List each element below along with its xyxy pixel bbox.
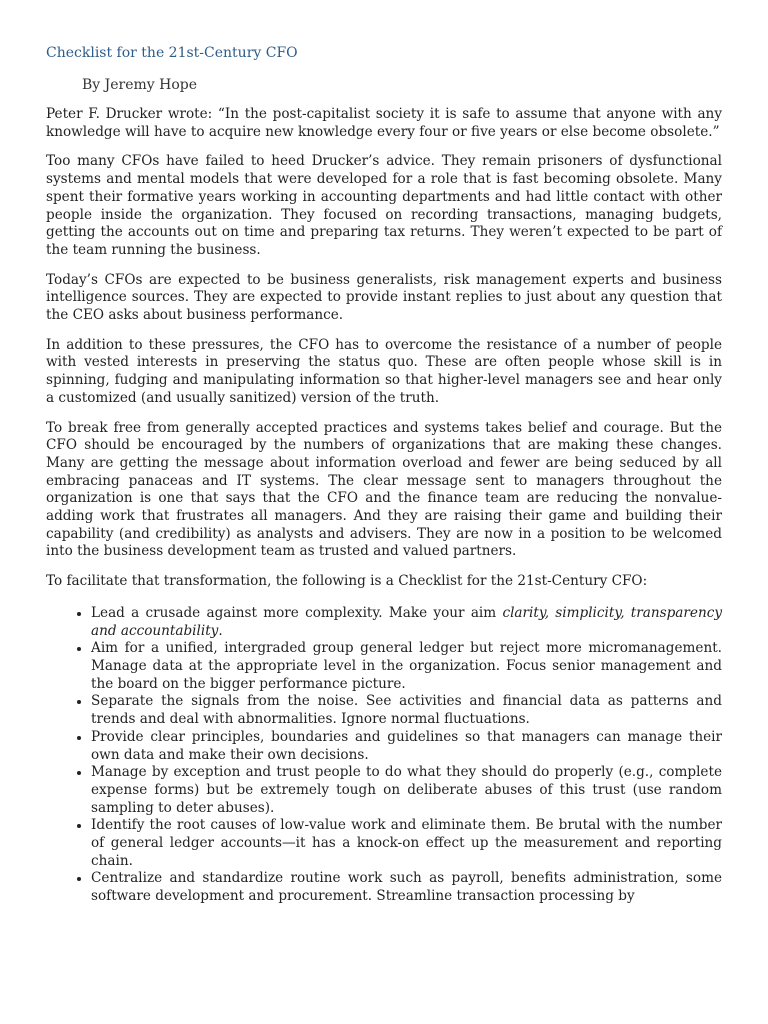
paragraph-drucker-quote: Peter F. Drucker wrote: “In the post-capitalist society it is safe to assume that anyone with any knowledge will have to acquire new knowledge every four or five years or else become obsolete.” — [46, 106, 722, 140]
checklist-item: • Aim for a unified, intergraded group general ledger but reject more micromanagement. Manage data at the appropriate level in the organization. Focus senior management and the board on the bigger performance picture. — [91, 640, 722, 693]
document-page — [46, 40, 722, 906]
document-title: Checklist for the 21st-Century CFO — [46, 45, 298, 61]
checklist — [46, 605, 722, 906]
checklist-item — [91, 605, 722, 640]
page-bottom-fade — [0, 990, 768, 1024]
author-byline: By Jeremy Hope — [82, 77, 198, 93]
checklist-item: • Provide clear principles, boundaries and guidelines so that managers can manage their own data and make their own decisions. — [91, 729, 722, 764]
checklist-item-end: . — [218, 622, 223, 639]
paragraph-checklist-intro: To facilitate that transformation, the following is a Checklist for the 21st-Century CFO: — [46, 573, 648, 590]
checklist-item: • Identify the root causes of low-value work and eliminate them. Be brutal with the number of general ledger accounts—it has a knock-on effect up the measurement and reporting chain. — [91, 817, 722, 870]
paragraph-pressures: In addition to these pressures, the CFO has to overcome the resistance of a number of people with vested interests in preserving the status quo. These are often people whose skill is in spinning, fudging and manipulating information so that higher-level managers see and hear only a customized (and usually sanitized) version of the truth. — [46, 336, 722, 406]
checklist-item-text: Lead a crusade against more complexity. Make your aim — [91, 604, 503, 621]
paragraph-cfo-failures: Too many CFOs have failed to heed Drucker’s advice. They remain prisoners of dysfunctional systems and mental models that were developed for a role that is fast becoming obsolete. Many spent their formative years working in accounting departments and had little contact with other people inside the organization. They focused on recording transactions, managing budgets, getting the accounts out on time and preparing tax returns. They weren’t expected to be part of the team running the business. — [46, 153, 722, 258]
checklist-item: • Centralize and standardize routine work such as payroll, benefits administration, some software development and procurement. Streamline transaction processing by — [91, 870, 722, 905]
checklist-item-emphasis: clarity, simplicity, transparency and accountability — [91, 604, 722, 639]
checklist-item: • Manage by exception and trust people to do what they should do properly (e.g., complete expense forms) but be extremely tough on deliberate abuses of this trust (use random sampling to deter abuses). — [91, 764, 722, 817]
paragraph-break-free: To break free from generally accepted practices and systems takes belief and courage. But the CFO should be encouraged by the numbers of organizations that are making these changes. Many are getting the message about information overload and fewer are being seduced by all embracing panaceas and IT systems. The clear message sent to managers throughout the organization is one that says that the CFO and the finance team are reducing the nonvalue-adding work that frustrates all managers. And they are raising their game and building their capability (and credibility) as analysts and advisers. They are now in a position to be welcomed into the business development team as trusted and valued partners. — [46, 419, 722, 560]
checklist-item: • Separate the signals from the noise. See activities and financial data as patterns and trends and deal with abnormalities. Ignore normal fluctuations. — [91, 693, 722, 728]
paragraph-todays-cfos: Today’s CFOs are expected to be business generalists, risk management experts and business intelligence sources. They are expected to provide instant replies to just about any question that the CEO asks about business performance. — [46, 271, 722, 324]
